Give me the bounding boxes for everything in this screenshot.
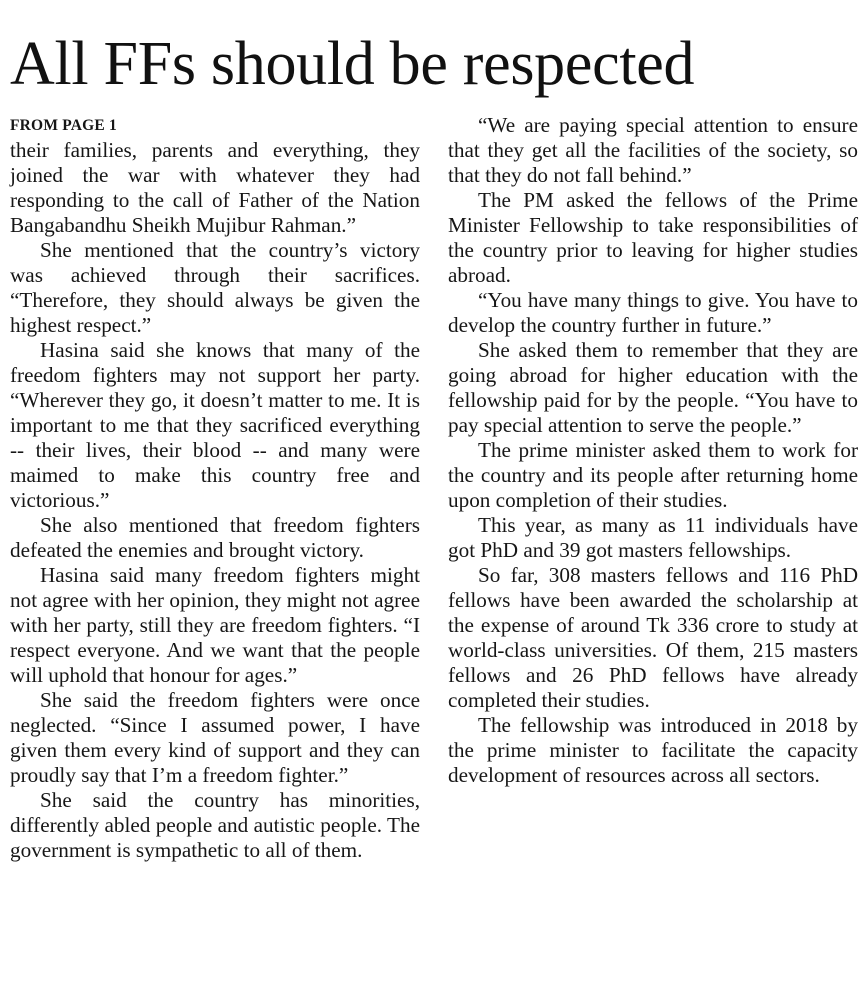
paragraph: She mentioned that the country’s victory was achieved through their sacrifices. “Therefore, they should always be given the highest respect.” [10, 238, 420, 337]
paragraph: Hasina said many freedom fighters might not agree with her opinion, they might not agree with her party, still they are freedom fighters. “I respect everyone. And we want that the people will uphold that honour for ages.” [10, 563, 420, 687]
headline: All FFs should be respected [10, 30, 695, 98]
paragraph: She said the country has minorities, differently abled people and autistic people. The government is sympathetic to all of them. [10, 788, 420, 862]
right-column [448, 113, 858, 788]
paragraph: She also mentioned that freedom fighters defeated the enemies and brought victory. [10, 513, 420, 562]
paragraph: Hasina said she knows that many of the freedom fighters may not support her party. “Wherever they go, it doesn’t matter to me. It is important to me that they sacrificed everything -- their lives, their blood -- and many were maimed to make this country free and victorious.” [10, 338, 420, 512]
paragraph: So far, 308 masters fellows and 116 PhD fellows have been awarded the scholarship at the expense of around Tk 336 crore to study at world-class universities. Of them, 215 masters fellows and 26 PhD fellows have already completed their studies. [448, 563, 858, 712]
paragraph: “You have many things to give. You have to develop the country further in future.” [448, 288, 858, 337]
paragraph: She said the freedom fighters were once neglected. “Since I assumed power, I have given them every kind of support and they can proudly say that I’m a freedom fighter.” [10, 688, 420, 787]
paragraph: their families, parents and everything, they joined the war with whatever they had responding to the call of Father of the Nation Bangabandhu Sheikh Mujibur Rahman.” [10, 138, 420, 237]
paragraph: “We are paying special attention to ensure that they get all the facilities of the society, so that they do not fall behind.” [448, 113, 858, 187]
kicker-from-page-1: FROM PAGE 1 [10, 117, 117, 134]
paragraph: The PM asked the fellows of the Prime Minister Fellowship to take responsibilities of the country prior to leaving for higher studies abroad. [448, 188, 858, 287]
paragraph: This year, as many as 11 individuals have got PhD and 39 got masters fellowships. [448, 513, 858, 562]
paragraph: She asked them to remember that they are going abroad for higher education with the fellowship paid for by the people. “You have to pay special attention to serve the people.” [448, 338, 858, 437]
paragraph: The fellowship was introduced in 2018 by the prime minister to facilitate the capacity development of resources across all sectors. [448, 713, 858, 787]
left-column [10, 113, 420, 863]
paragraph: The prime minister asked them to work for the country and its people after returning home upon completion of their studies. [448, 438, 858, 512]
